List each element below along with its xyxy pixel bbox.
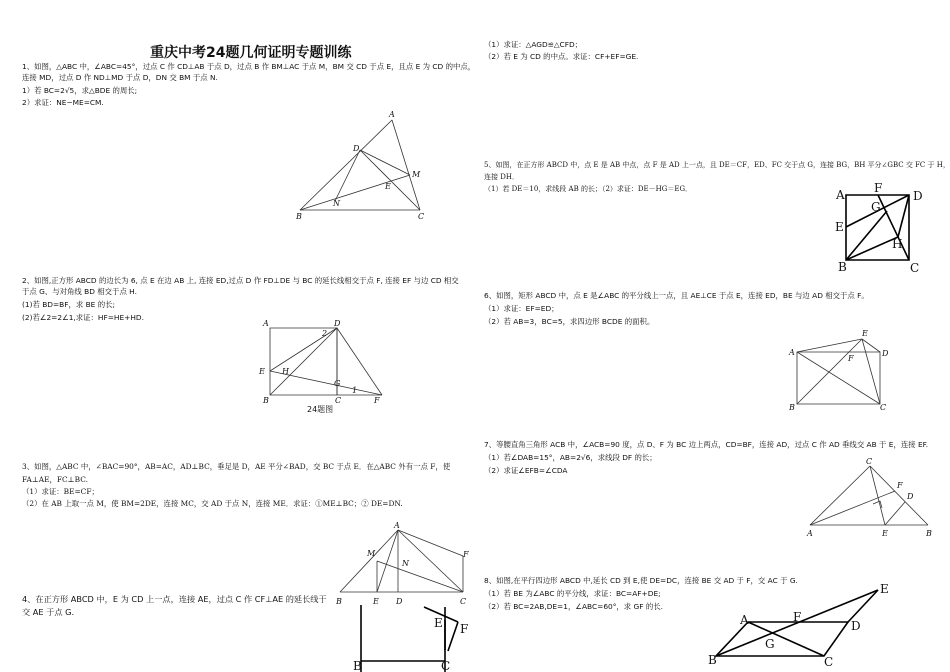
problem-4-part-1: （1）求证：△AGD≌△CFD； <box>484 40 583 49</box>
problem-1-line-3: 1）若 BC=2√5，求△BDE 的周长; <box>22 86 138 95</box>
problem-2-line-4: (2)若∠2=2∠1,求证：HF=HE+HD. <box>22 313 144 322</box>
f5-label-b: B <box>838 260 847 274</box>
f2-label-a: A <box>263 319 269 328</box>
problem-6-line-3: （2）若 AB=3，BC=5，求四边形 BCDE 的面积。 <box>484 317 655 326</box>
f3-label-b: B <box>336 597 342 606</box>
f2-label-d: D <box>334 319 341 328</box>
f8-label-a: A <box>740 613 749 627</box>
f1-label-d: D <box>353 144 360 153</box>
problem-7-line-1: 7、等腰直角三角形 ACB 中，∠ACB=90 度，点 D、F 为 BC 边上两点，CD=BF，连接 AD，过点 C 作 AD 垂线交 AB 于 E，连接 EF. <box>484 440 929 449</box>
f3-label-n: N <box>402 559 409 568</box>
f3-label-f: F <box>463 550 469 559</box>
f5-label-h: H <box>892 237 903 251</box>
problem-6-line-2: （1）求证：EF=ED； <box>484 304 559 313</box>
problem-7-line-2: （1）若∠DAB=15°，AB=2√6，求线段 DF 的长； <box>484 453 657 462</box>
f6-label-a: A <box>789 348 795 357</box>
f7-label-b: B <box>926 529 932 538</box>
f7-label-d: D <box>907 492 914 501</box>
problem-1-line-1: 1、如图，△ABC 中，∠ABC=45°，过点 C 作 CD⊥AB 于点 D，过点 B 作 BM⊥AC 于点 M，BM 交 CD 于点 E，且点 E 为 CD 的中点， <box>22 62 476 71</box>
problem-3-line-2: FA⊥AE，FC⊥BC. <box>22 475 88 484</box>
problem-5-line-1: 5、如图，在正方形 ABCD 中，点 E 是 AB 中点，点 F 是 AD 上一点，且 DE＝CF，ED、FC 交于点 G，连接 BG，BH 平分∠GBC 交 FC 于 H， <box>484 161 950 169</box>
problem-3-line-1: 3、如图，△ABC 中，∠BAC=90°，AB=AC，AD⊥BC，垂足是 D，AE 平分∠BAD，交 BC 于点 E．在△ABC 外有一点 F，使 <box>22 462 451 471</box>
f2-label-g: G <box>334 379 341 388</box>
f3-label-m: M <box>367 549 376 558</box>
f8-label-b: B <box>708 653 717 667</box>
problem-3-line-3: （1）求证：BE=CF； <box>22 487 99 496</box>
f3-label-e: E <box>373 597 379 606</box>
f1-label-b: B <box>296 212 302 221</box>
problem-2-line-3: (1)若 BD=BF，求 BE 的长; <box>22 300 115 309</box>
f8-label-e: E <box>880 582 889 596</box>
f1-label-e: E <box>385 182 391 191</box>
problem-2-line-2: 于点 G、与对角线 BD 相交于点 H. <box>22 287 137 296</box>
f7-label-a: A <box>807 529 813 538</box>
f2-angle-2: 2 <box>322 329 328 338</box>
f4-label-b: B <box>353 659 362 672</box>
f5-label-c: C <box>910 261 920 275</box>
f6-label-f: F <box>848 354 854 363</box>
problem-4-line-2: 交 AE 于点 G. <box>22 607 75 617</box>
problem-1-line-2: 连接 MD，过点 D 作 ND⊥MD 于点 D，DN 交 BM 于点 N. <box>22 73 218 82</box>
f8-label-g: G <box>765 637 775 651</box>
f5-label-f: F <box>874 181 883 195</box>
f3-label-c: C <box>460 597 467 606</box>
f8-label-d: D <box>851 619 861 633</box>
problem-4-line-1: 4、在正方形 ABCD 中，E 为 CD 上一点，连接 AE，过点 C 作 CF⊥AE 的延长线于 <box>22 594 327 604</box>
problem-2-line-1: 2、如图,正方形 ABCD 的边长为 6, 点 E 在边 AB 上, 连接 ED,过点 D 作 FD⊥DE 与 BC 的延长线相交于点 F, 连接 EF 与边 CD 相交 <box>22 276 459 285</box>
problem-7-line-3: （2）求证∠EFB=∠CDA <box>484 466 568 475</box>
f8-label-c: C <box>824 655 834 669</box>
f5-label-a: A <box>836 188 845 202</box>
f8-label-f: F <box>793 610 802 624</box>
problem-8-line-1: 8、如图,在平行四边形 ABCD 中,延长 CD 到 E,使 DE=DC，连接 BE 交 AD 于 F，交 AC 于 G. <box>484 576 798 585</box>
f6-label-d: D <box>882 349 889 358</box>
f2-label-f: F <box>374 396 380 405</box>
f5-label-g: G <box>871 200 881 214</box>
f6-label-c: C <box>880 403 887 412</box>
f6-label-b: B <box>789 403 795 412</box>
f2-angle-1: 1 <box>352 386 358 395</box>
f2-label-h: H <box>282 367 289 376</box>
f1-label-c: C <box>418 212 425 221</box>
problem-1-line-4: 2）求证：NE−ME=CM. <box>22 98 104 107</box>
f6-label-e: E <box>862 329 868 338</box>
f2-caption: 24题图 <box>307 405 334 414</box>
problem-4-part-2: （2）若 E 为 CD 的中点。求证：CF+EF=GE. <box>484 52 639 61</box>
f2-label-e: E <box>259 367 265 376</box>
f4-label-e: E <box>434 616 443 630</box>
f7-label-f: F <box>897 481 903 490</box>
f2-label-c: C <box>335 396 342 405</box>
f3-label-a: A <box>394 521 400 530</box>
problem-6-line-1: 6、如图，矩形 ABCD 中，点 E 是∠ABC 的平分线上一点，且 AE⊥CE 于点 E，连接 ED，BE 与边 AD 相交于点 F。 <box>484 291 869 300</box>
f3-label-d: D <box>396 597 403 606</box>
f7-label-c: C <box>866 457 873 466</box>
f1-label-a: A <box>389 110 395 119</box>
problem-8-line-3: （2）若 BC=2AB,DE=1，∠ABC=60°，求 GF 的长. <box>484 602 664 611</box>
problem-5-line-3: （1）若 DE＝10，求线段 AB 的长；（2）求证：DE－HG＝EG． <box>484 185 693 193</box>
problem-5-line-2: 连接 DH． <box>484 173 519 181</box>
problem-8-line-2: （1）若 BE 为∠ABC 的平分线，求证：BC=AF+DE; <box>484 589 661 598</box>
f5-label-e: E <box>835 220 844 234</box>
f4-label-f: F <box>460 622 469 636</box>
f2-label-b: B <box>263 396 269 405</box>
f5-label-d: D <box>913 189 923 203</box>
problem-3-line-4: （2）在 AB 上取一点 M，使 BM=2DE，连接 MC，交 AD 于点 N，连接 ME．求证：①ME⊥BC；② DE=DN. <box>22 499 403 508</box>
f1-label-n: N <box>333 199 340 208</box>
f7-label-e: E <box>882 529 888 538</box>
page-title: 重庆中考24题几何证明专题训练 <box>150 45 352 61</box>
f4-label-c: C <box>441 659 451 672</box>
f1-label-m: M <box>412 170 421 179</box>
